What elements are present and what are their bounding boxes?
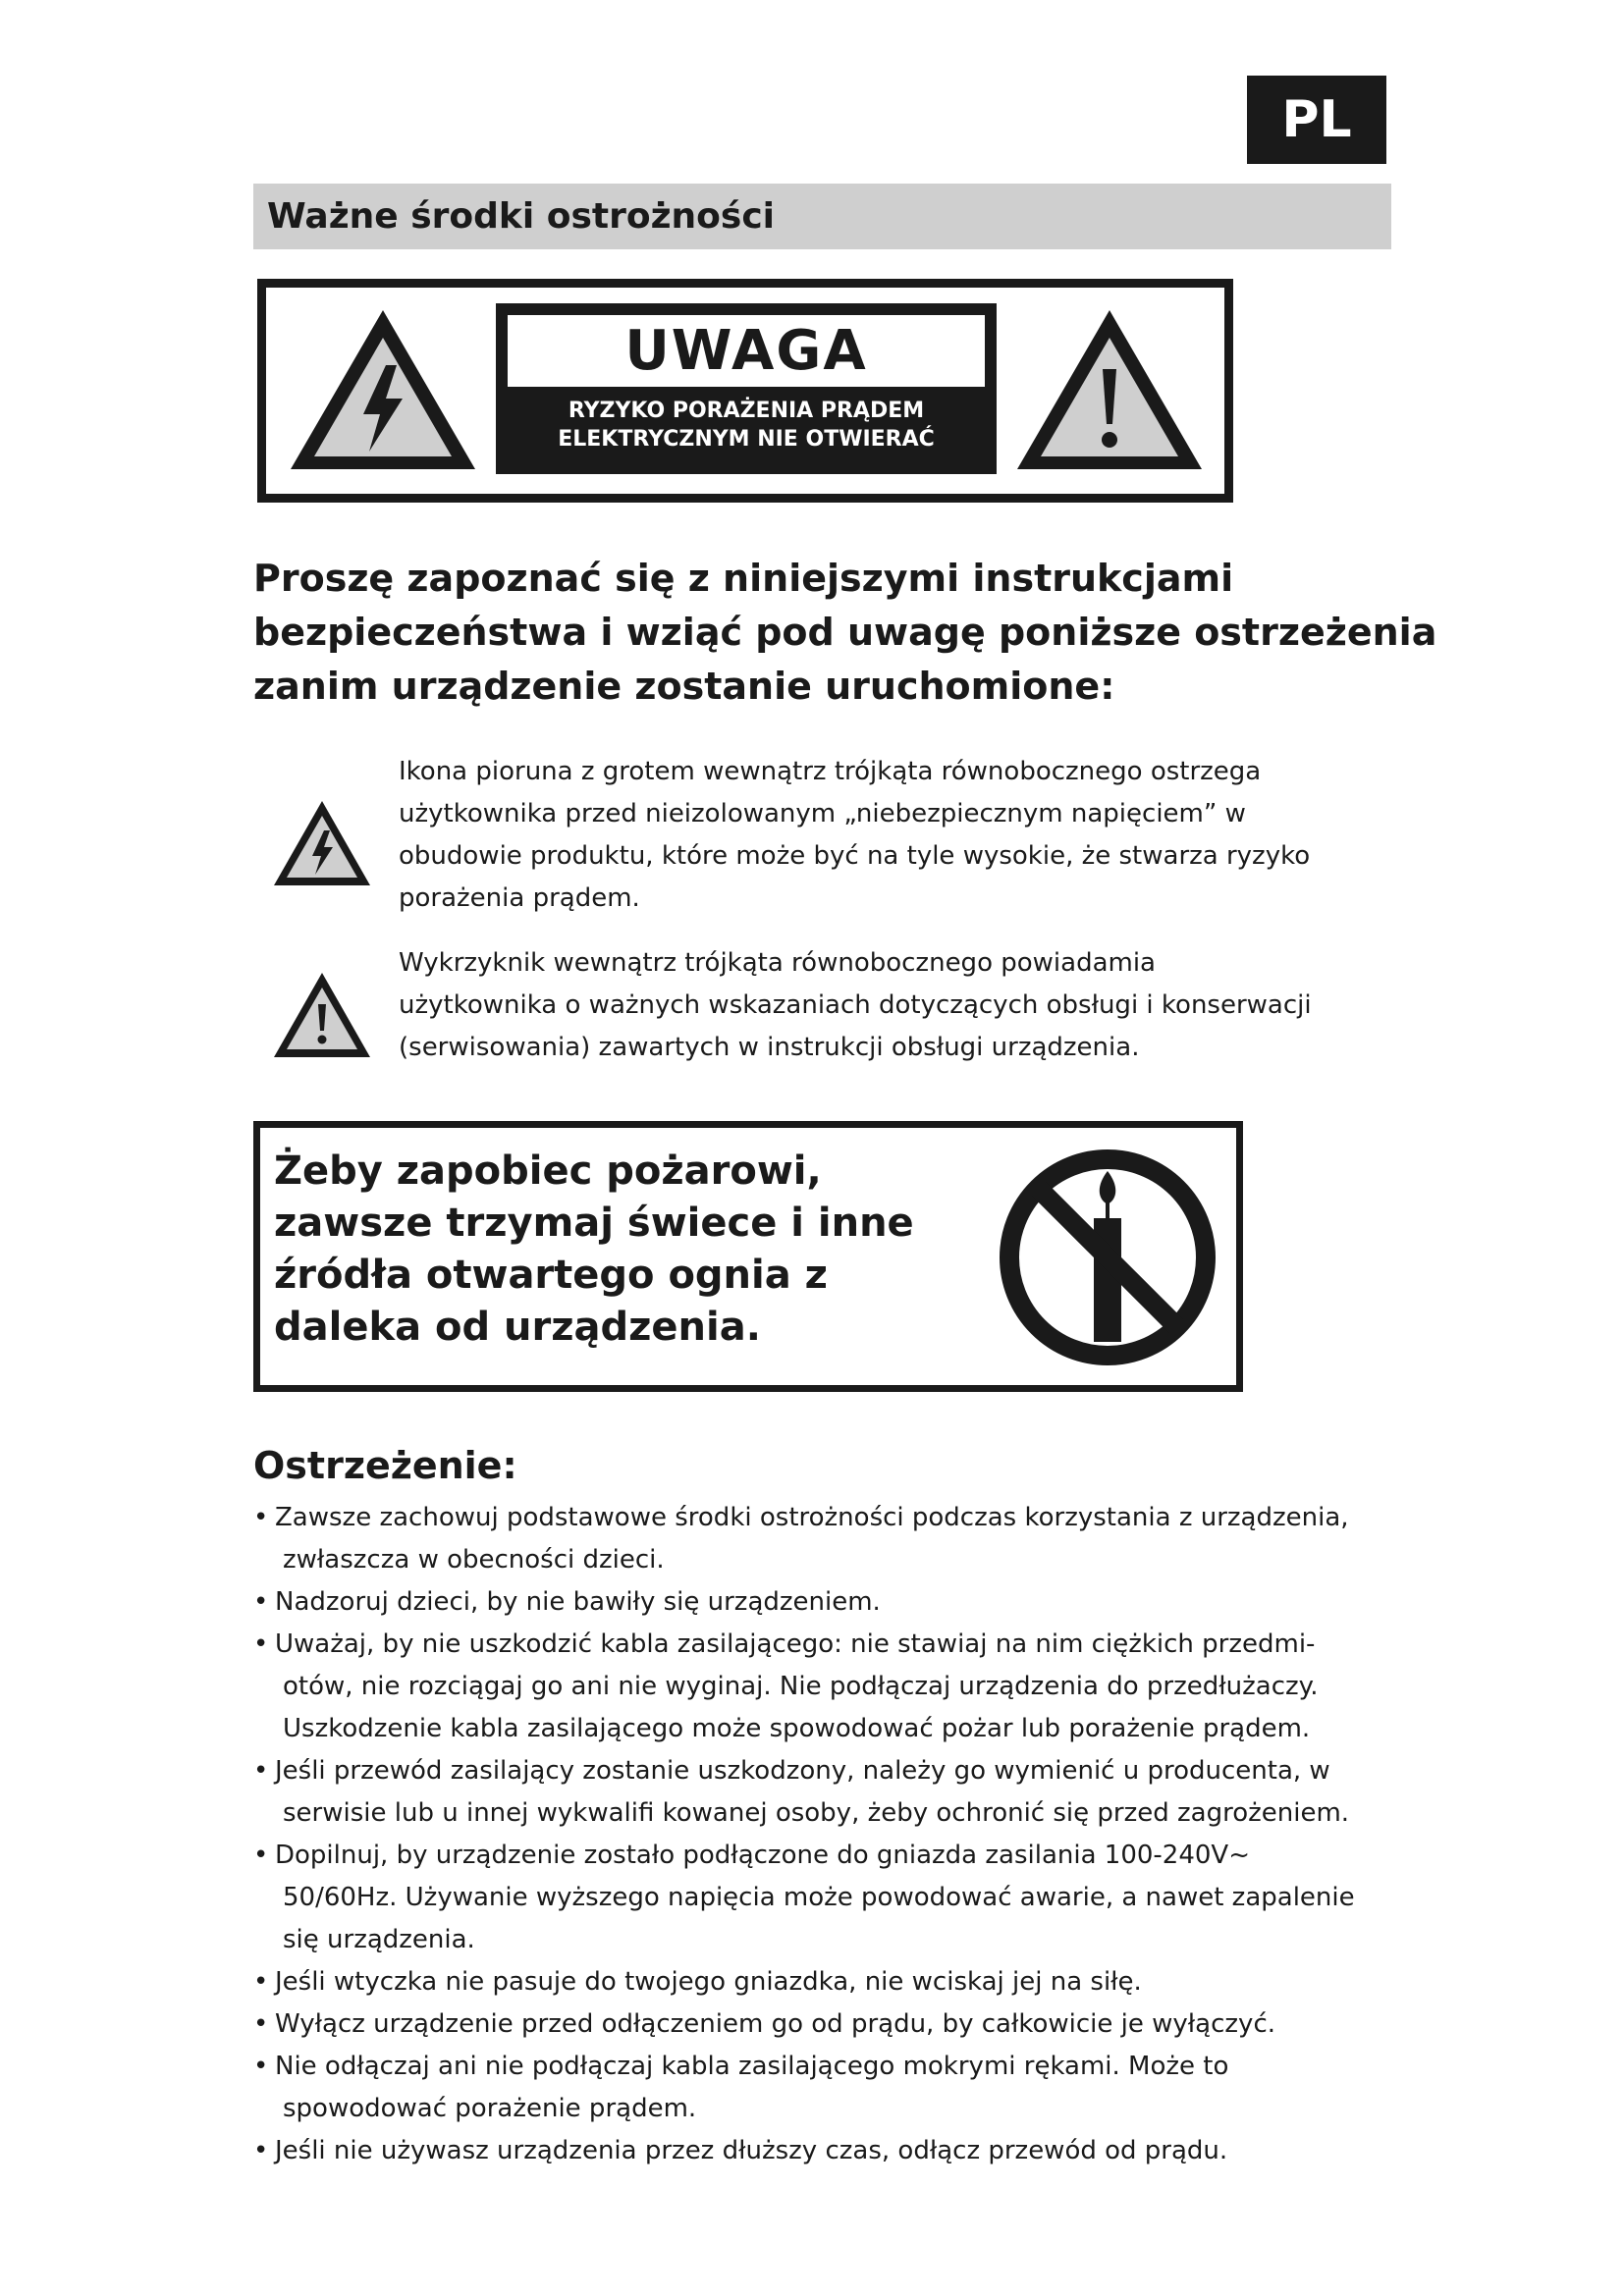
warnings-list [253,1497,1392,2172]
bullet: • [253,2052,269,2081]
list-item: • Jeśli przewód zasilający zostanie uszkodzony, należy go wymienić u producenta, w serwisie lub u innej wykwalifi kowanej osoby, żeby ochronić się przed zagrożeniem. [253,1750,1392,1835]
list-item: • Dopilnuj, by urządzenie zostało podłączone do gniazda zasilania 100-240V~ 50/60Hz. Używanie wyższego napięcia może powodować awarie, a nawet zapalenie się urządzenia. [253,1835,1392,1961]
lightning-warning-icon [271,798,373,888]
bullet: • [253,2009,269,2039]
bullet: • [253,1841,269,1870]
list-item: • Jeśli wtyczka nie pasuje do twojego gniazdka, nie wciskaj jej na siłę. [253,1961,1392,2003]
caution-subtitle: RYZYKO PORAŻENIA PRĄDEM ELEKTRYCZNYM NIE OTWIERAĆ [558,399,935,452]
bullet: • [253,1587,269,1617]
lightning-warning-icon [285,304,481,476]
list-item: • Nadzoruj dzieci, by nie bawiły się urządzeniem. [253,1581,1392,1624]
exclamation-warning-icon [271,970,373,1060]
list-item: • Wyłącz urządzenie przed odłączeniem go od prądu, by całkowicie je wyłączyć. [253,2003,1392,2046]
language-tab: PL [1247,76,1386,164]
list-item: • Uważaj, by nie uszkodzić kabla zasilającego: nie stawiaj na nim ciężkich przedmi- otów, nie rozciągaj go ani nie wyginaj. Nie podłączaj urządzenia do przedłużaczy. Uszkodzenie kabla zasilającego może spowodować pożar lub porażenie prądem. [253,1624,1392,1750]
no-candle-icon [992,1142,1223,1373]
bullet: • [253,1503,269,1532]
bullet: • [253,1629,269,1659]
list-item: • Zawsze zachowuj podstawowe środki ostrożności podczas korzystania z urządzenia, zwłaszcza w obecności dzieci. [253,1497,1392,1581]
symbol-description-lightning: Ikona pioruna z grotem wewnątrz trójkąta równobocznego ostrzega użytkownika przed nieizolowanym „niebezpiecznym napięciem” w obudowie produktu, które może być na tyle wysokie, że stwarza ryzyko porażenia prądem. [399,757,1311,913]
list-item: • Jeśli nie używasz urządzenia przez dłuższy czas, odłącz przewód od prądu. [253,2130,1392,2172]
symbol-description-exclamation: Wykrzyknik wewnątrz trójkąta równobocznego powiadamia użytkownika o ważnych wskazaniach dotyczących obsługi i konserwacji (serwisowania) zawartych w instrukcji obsługi urządzenia. [399,948,1312,1062]
intro-heading: Proszę zapoznać się z niniejszymi instrukcjami bezpieczeństwa i wziąć pod uwagę poniższe ostrzeżenia zanim urządzenie zostanie uruchomione: [253,557,1437,708]
caution-title: UWAGA [508,315,985,387]
section-title: Ważne środki ostrożności [253,184,1391,249]
bullet: • [253,1756,269,1786]
fire-notice-text: Żeby zapobiec pożarowi, zawsze trzymaj świece i inne źródła otwartego ognia z daleka od urządzenia. [274,1148,914,1350]
warnings-title: Ostrzeżenie: [253,1444,517,1487]
bullet: • [253,2136,269,2165]
exclamation-warning-icon [1011,304,1208,476]
bullet: • [253,1967,269,1997]
list-item: • Nie odłączaj ani nie podłączaj kabla zasilającego mokrymi rękami. Może to spowodować porażenie prądem. [253,2046,1392,2130]
